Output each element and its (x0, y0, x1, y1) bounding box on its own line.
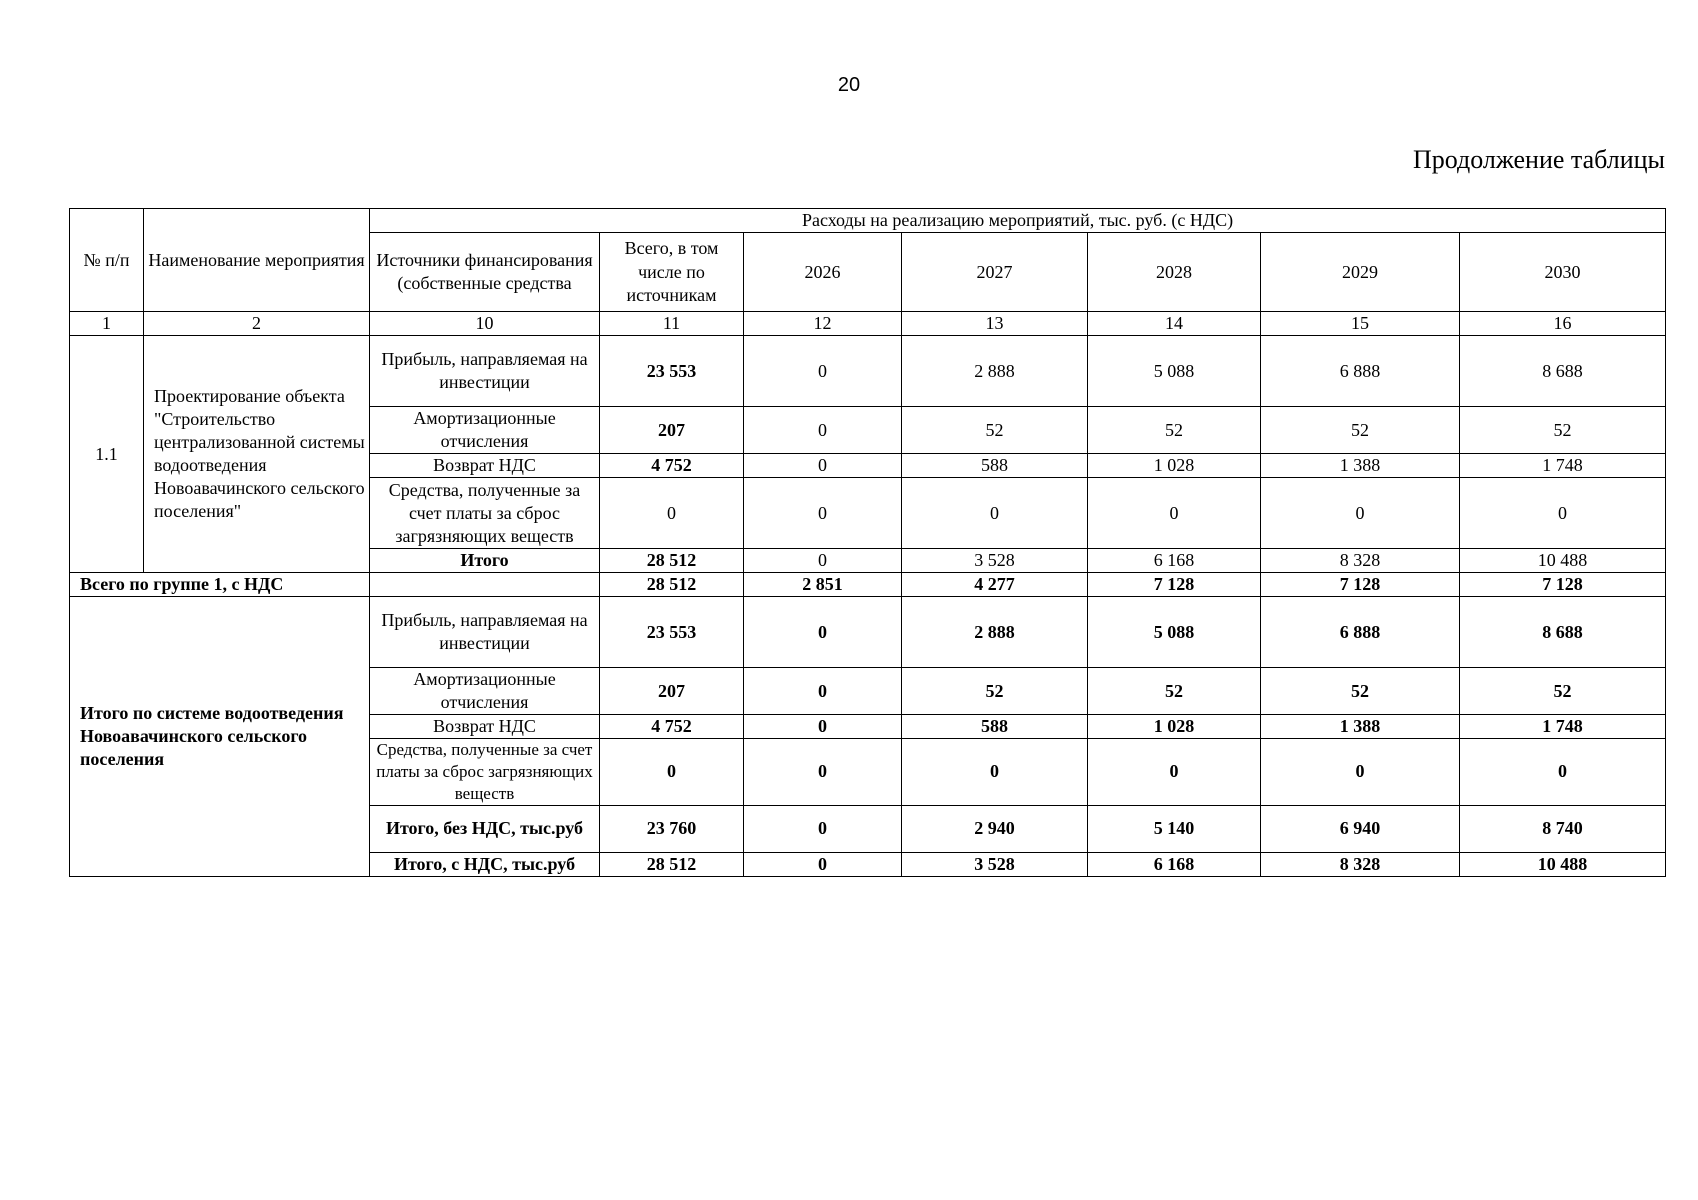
value-cell: 8 328 (1261, 852, 1460, 876)
item-number: 1.1 (70, 336, 144, 573)
value-cell: 5 140 (1088, 805, 1261, 852)
header-year: 2026 (744, 233, 902, 312)
value-cell: 1 388 (1261, 454, 1460, 478)
value-cell: 1 748 (1460, 454, 1666, 478)
group-total-label: Всего по группе 1, с НДС (70, 573, 370, 597)
column-number: 1 (70, 312, 144, 336)
value-cell: 7 128 (1261, 573, 1460, 597)
header-year: 2029 (1261, 233, 1460, 312)
expenses-table (69, 208, 1666, 877)
header-num: № п/п (70, 209, 144, 312)
page-number: 20 (837, 74, 861, 96)
total-cell: 28 512 (600, 852, 744, 876)
value-cell: 5 088 (1088, 597, 1261, 668)
column-number: 11 (600, 312, 744, 336)
system-total-label: Итого по системе водоотведения Новоавачинского сельского поселения (70, 597, 370, 876)
value-cell: 52 (1261, 407, 1460, 454)
value-cell: 6 888 (1261, 336, 1460, 407)
source-cell: Амортизационные отчисления (370, 668, 600, 715)
header-expenses-title: Расходы на реализацию мероприятий, тыс. руб. (с НДС) (370, 209, 1666, 233)
continuation-label: Продолжение таблицы (1413, 145, 1665, 174)
total-cell: 23 553 (600, 336, 744, 407)
value-cell: 1 748 (1460, 715, 1666, 739)
value-cell: 6 168 (1088, 549, 1261, 573)
value-cell: 8 688 (1460, 336, 1666, 407)
value-cell: 0 (902, 739, 1088, 805)
value-cell: 10 488 (1460, 852, 1666, 876)
value-cell: 6 940 (1261, 805, 1460, 852)
column-number: 12 (744, 312, 902, 336)
total-cell: 28 512 (600, 549, 744, 573)
value-cell: 0 (744, 478, 902, 549)
value-cell: 0 (1088, 739, 1261, 805)
value-cell: 8 688 (1460, 597, 1666, 668)
value-cell: 1 388 (1261, 715, 1460, 739)
value-cell: 0 (1261, 739, 1460, 805)
group-total-row (70, 573, 1666, 597)
value-cell: 0 (902, 478, 1088, 549)
total-cell: 28 512 (600, 573, 744, 597)
column-number: 16 (1460, 312, 1666, 336)
value-cell: 2 888 (902, 597, 1088, 668)
total-cell: 207 (600, 668, 744, 715)
value-cell: 3 528 (902, 852, 1088, 876)
source-cell: Средства, полученные за счет платы за сброс загрязняющих веществ (370, 478, 600, 549)
header-name: Наименование мероприятия (144, 209, 370, 312)
source-cell: Средства, полученные за счет платы за сброс загрязняющих веществ (370, 739, 600, 805)
value-cell: 6 168 (1088, 852, 1261, 876)
value-cell: 588 (902, 715, 1088, 739)
source-cell: Итого (370, 549, 600, 573)
value-cell: 6 888 (1261, 597, 1460, 668)
table-row (70, 597, 1666, 668)
value-cell: 7 128 (1460, 573, 1666, 597)
source-cell: Возврат НДС (370, 715, 600, 739)
header-sources: Источники финансирования (собственные средства (370, 233, 600, 312)
value-cell: 8 740 (1460, 805, 1666, 852)
item-name: Проектирование объекта "Строительство централизованной системы водоотведения Новоавачинского сельского поселения" (144, 336, 370, 573)
value-cell: 52 (1460, 407, 1666, 454)
total-cell: 0 (600, 478, 744, 549)
source-cell: Прибыль, направляемая на инвестиции (370, 336, 600, 407)
header-total: Всего, в том числе по источникам (600, 233, 744, 312)
total-cell: 0 (600, 739, 744, 805)
column-number: 2 (144, 312, 370, 336)
value-cell: 52 (902, 668, 1088, 715)
value-cell: 0 (744, 739, 902, 805)
value-cell: 2 888 (902, 336, 1088, 407)
value-cell: 0 (744, 852, 902, 876)
source-cell: Возврат НДС (370, 454, 600, 478)
value-cell: 7 128 (1088, 573, 1261, 597)
value-cell: 588 (902, 454, 1088, 478)
column-number: 15 (1261, 312, 1460, 336)
total-cell: 23 553 (600, 597, 744, 668)
value-cell: 0 (744, 668, 902, 715)
value-cell: 4 277 (902, 573, 1088, 597)
value-cell: 0 (744, 805, 902, 852)
value-cell: 8 328 (1261, 549, 1460, 573)
value-cell: 5 088 (1088, 336, 1261, 407)
value-cell: 0 (1088, 478, 1261, 549)
value-cell: 3 528 (902, 549, 1088, 573)
value-cell: 2 940 (902, 805, 1088, 852)
total-cell: 207 (600, 407, 744, 454)
source-cell: Итого, без НДС, тыс.руб (370, 805, 600, 852)
value-cell: 1 028 (1088, 715, 1261, 739)
value-cell: 0 (744, 715, 902, 739)
value-cell: 0 (744, 407, 902, 454)
value-cell: 52 (1088, 407, 1261, 454)
value-cell: 0 (1460, 478, 1666, 549)
value-cell: 52 (1261, 668, 1460, 715)
value-cell: 52 (1460, 668, 1666, 715)
value-cell: 0 (1460, 739, 1666, 805)
source-cell (370, 573, 600, 597)
value-cell: 52 (1088, 668, 1261, 715)
column-number: 13 (902, 312, 1088, 336)
source-cell: Прибыль, направляемая на инвестиции (370, 597, 600, 668)
source-cell: Амортизационные отчисления (370, 407, 600, 454)
total-cell: 4 752 (600, 454, 744, 478)
total-cell: 4 752 (600, 715, 744, 739)
column-number: 14 (1088, 312, 1261, 336)
value-cell: 10 488 (1460, 549, 1666, 573)
total-cell: 23 760 (600, 805, 744, 852)
header-year: 2030 (1460, 233, 1666, 312)
header-year: 2028 (1088, 233, 1261, 312)
value-cell: 0 (1261, 478, 1460, 549)
value-cell: 1 028 (1088, 454, 1261, 478)
table-row (70, 336, 1666, 407)
value-cell: 0 (744, 454, 902, 478)
value-cell: 2 851 (744, 573, 902, 597)
value-cell: 0 (744, 336, 902, 407)
header-year: 2027 (902, 233, 1088, 312)
value-cell: 0 (744, 549, 902, 573)
source-cell: Итого, с НДС, тыс.руб (370, 852, 600, 876)
value-cell: 52 (902, 407, 1088, 454)
value-cell: 0 (744, 597, 902, 668)
column-number: 10 (370, 312, 600, 336)
